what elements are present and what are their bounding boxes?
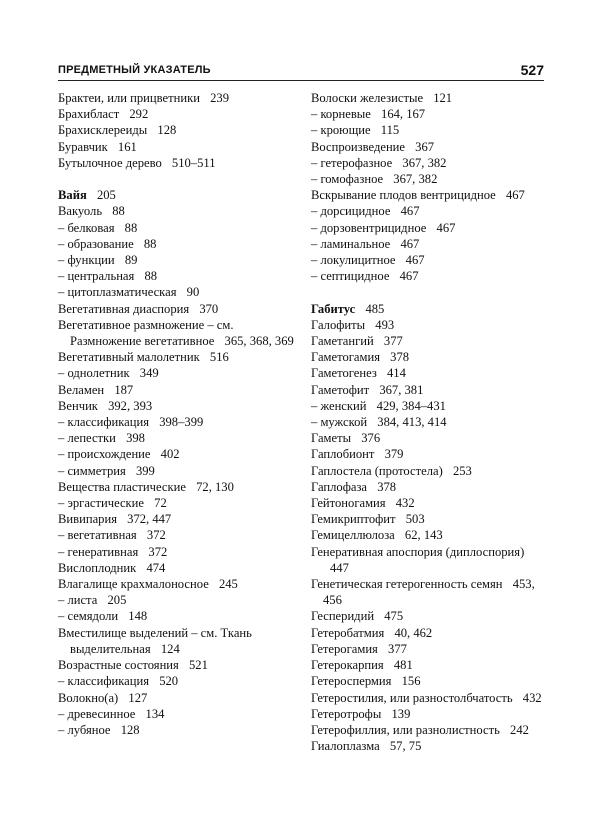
index-entry xyxy=(58,706,296,722)
index-entry xyxy=(58,495,296,511)
index-entry xyxy=(311,106,551,122)
index-page-refs: 89 xyxy=(124,253,138,268)
index-term: – ламинальное xyxy=(311,236,391,251)
index-page-refs: 384, 413, 414 xyxy=(377,415,447,430)
index-term: Гетеростилия, или разностолбчатость xyxy=(311,690,513,705)
index-entry xyxy=(311,317,551,333)
index-page-refs: 467 xyxy=(505,188,525,203)
index-entry xyxy=(58,430,296,446)
index-term: – классификация xyxy=(58,674,150,689)
index-page-refs: 372, 447 xyxy=(127,512,172,527)
index-term: – мужской xyxy=(311,415,368,430)
index-page-refs: 475 xyxy=(384,609,404,624)
index-term: – лепестки xyxy=(58,431,116,446)
index-entry xyxy=(311,706,551,722)
index-term: – однолетник xyxy=(58,366,130,381)
index-term: Галофиты xyxy=(311,317,366,332)
index-page-refs: 367 xyxy=(415,139,435,154)
index-entry xyxy=(311,171,551,187)
index-page-refs: 164, 167 xyxy=(381,107,426,122)
index-term: Вакуоль xyxy=(58,204,103,219)
index-entry xyxy=(58,511,296,527)
index-entry xyxy=(58,203,296,219)
index-page-refs: 88 xyxy=(112,204,125,219)
page-number: 527 xyxy=(520,62,544,78)
index-page-refs: 467 xyxy=(405,253,425,268)
index-term: Гетерокарпия xyxy=(311,658,384,673)
index-entry xyxy=(311,155,551,171)
index-term: – гетерофазное xyxy=(311,155,393,170)
index-page-refs: 349 xyxy=(139,366,159,381)
index-term: Бутылочное дерево xyxy=(58,155,162,170)
index-entry xyxy=(58,608,296,624)
index-page-refs: 148 xyxy=(128,609,148,624)
index-page-refs: 367, 382 xyxy=(402,155,447,170)
index-term: Брахисклереиды xyxy=(58,123,148,138)
index-page-refs: 72, 130 xyxy=(196,479,234,494)
index-entry xyxy=(58,187,296,203)
index-term: Вайя xyxy=(58,188,87,203)
page-header xyxy=(58,60,544,81)
index-page-refs: 205 xyxy=(107,593,127,608)
index-term: Гаплобионт xyxy=(311,447,375,462)
index-entry xyxy=(311,268,551,284)
index-page-refs: 485 xyxy=(365,301,385,316)
index-term: – функции xyxy=(58,253,115,268)
index-term: Генеративная апоспория (диплоспория) xyxy=(311,544,525,559)
index-page-refs: 447 xyxy=(330,560,349,575)
index-entry xyxy=(58,544,296,560)
index-entry xyxy=(58,576,296,592)
index-entry xyxy=(311,576,551,608)
index-entry xyxy=(311,641,551,657)
index-page-refs: 414 xyxy=(386,366,406,381)
index-term: Гаметогамия xyxy=(311,350,381,365)
index-entry xyxy=(58,317,296,349)
index-page-refs: 239 xyxy=(210,91,229,105)
index-entry xyxy=(311,722,551,738)
index-page-refs: 493 xyxy=(375,317,395,332)
index-entry xyxy=(58,560,296,576)
index-entry xyxy=(58,625,296,657)
index-entry xyxy=(311,463,551,479)
index-page-refs: 127 xyxy=(128,690,148,705)
index-term: Воспроизведение xyxy=(311,139,406,154)
index-entry xyxy=(58,365,296,381)
index-term: Гетеротрофы xyxy=(311,706,382,721)
index-page-refs: 379 xyxy=(384,447,404,462)
index-entry xyxy=(58,446,296,462)
index-term: Влагалище крахмалоносное xyxy=(58,577,209,592)
index-page-refs: 503 xyxy=(405,512,425,527)
index-entry xyxy=(58,414,296,430)
index-page-refs: 88 xyxy=(124,220,138,235)
index-term: Генетическая гетерогенность семян xyxy=(311,577,503,592)
index-page-refs: 187 xyxy=(114,382,134,397)
index-entry xyxy=(311,690,551,706)
index-term: – кроющие xyxy=(311,123,371,138)
index-entry xyxy=(311,544,551,576)
index-page-refs: 128 xyxy=(157,123,177,138)
index-page-refs: 372 xyxy=(146,528,166,543)
index-term: Вегетативная диаспория xyxy=(58,301,190,316)
index-term: Вислоплодник xyxy=(58,560,137,575)
index-entry xyxy=(311,203,551,219)
index-term: Гемикриптофит xyxy=(311,512,396,527)
index-term: – дорсицидное xyxy=(311,204,391,219)
index-entry xyxy=(58,106,296,122)
index-term: Буравчик xyxy=(58,139,108,154)
index-page-refs: 88 xyxy=(144,269,158,284)
index-term: – женский xyxy=(311,398,367,413)
index-page-refs: 474 xyxy=(146,560,166,575)
index-term: Венчик xyxy=(58,398,98,413)
index-entry xyxy=(311,414,551,430)
index-page-refs: 134 xyxy=(145,706,165,721)
index-term: Вегетативный малолетник xyxy=(58,350,200,365)
index-term: Гаметангий xyxy=(311,334,374,349)
index-entry xyxy=(58,349,296,365)
index-term: Веламен xyxy=(58,382,105,397)
index-page-refs: 367, 381 xyxy=(379,382,424,397)
index-page-refs: 510–511 xyxy=(171,155,216,170)
index-term: Гаметофит xyxy=(311,382,370,397)
index-term: Вещества пластические xyxy=(58,479,186,494)
index-entry xyxy=(58,463,296,479)
index-entry xyxy=(311,139,551,155)
index-page-refs: 481 xyxy=(393,658,413,673)
index-column-left xyxy=(58,90,296,738)
index-entry xyxy=(311,446,551,462)
index-term: – семядоли xyxy=(58,609,119,624)
index-entry xyxy=(311,673,551,689)
index-page-refs: 121 xyxy=(433,91,453,105)
index-term: – древесинное xyxy=(58,706,136,721)
index-term: Вскрывание плодов вентрицидное xyxy=(311,188,496,203)
index-term: Брактеи, или прицветники xyxy=(58,91,200,105)
index-term: – лубяное xyxy=(58,722,111,737)
index-page-refs: 521 xyxy=(189,658,208,673)
index-entry xyxy=(311,657,551,673)
index-entry xyxy=(311,220,551,236)
index-term: – классификация xyxy=(58,415,150,430)
index-term: Вегетативное размножение – см. Размножение вегетативное xyxy=(58,317,234,349)
index-page-refs: 253 xyxy=(452,463,472,478)
index-page-refs: 372 xyxy=(148,544,168,559)
index-entry xyxy=(311,738,551,754)
index-entry xyxy=(58,90,296,106)
index-entry xyxy=(58,139,296,155)
index-term: Гетероспермия xyxy=(311,674,392,689)
index-page-refs: 402 xyxy=(160,447,180,462)
index-entry xyxy=(311,511,551,527)
index-entry xyxy=(311,430,551,446)
index-page-refs: 139 xyxy=(391,706,411,721)
index-page-refs: 520 xyxy=(159,674,179,689)
index-term: – эргастические xyxy=(58,496,145,511)
index-term: Гаметы xyxy=(311,431,352,446)
index-term: Гейтоногамия xyxy=(311,496,386,511)
index-entry xyxy=(311,236,551,252)
index-page-refs: 467 xyxy=(400,236,420,251)
index-entry xyxy=(58,657,296,673)
index-entry xyxy=(311,90,551,106)
index-term: Волокно(а) xyxy=(58,690,119,705)
index-page-refs: 376 xyxy=(361,431,381,446)
index-entry xyxy=(58,122,296,138)
index-entry xyxy=(311,301,551,317)
index-page-refs: 370 xyxy=(199,301,219,316)
index-page-refs: 161 xyxy=(117,139,137,154)
index-page-refs: 72 xyxy=(154,496,167,511)
index-term: Гетеробатмия xyxy=(311,625,385,640)
index-page-refs: 88 xyxy=(143,236,157,251)
index-term: – генеративная xyxy=(58,544,139,559)
index-entry xyxy=(58,220,296,236)
index-entry xyxy=(311,608,551,624)
index-page-refs: 516 xyxy=(209,350,229,365)
index-page-refs: 378 xyxy=(390,350,410,365)
index-term: Волоски железистые xyxy=(311,91,424,105)
index-term: – локулицитное xyxy=(311,253,396,268)
index-page-refs: 398–399 xyxy=(159,415,204,430)
index-page-refs: 467 xyxy=(399,269,419,284)
index-term: – происхождение xyxy=(58,447,151,462)
index-page-refs: 432 xyxy=(395,496,415,511)
index-page-refs: 432 xyxy=(522,690,542,705)
index-page-refs: 392, 393 xyxy=(108,398,153,413)
index-entry xyxy=(311,187,551,203)
index-term: Брахибласт xyxy=(58,107,120,122)
index-term: – вегетативная xyxy=(58,528,137,543)
index-entry xyxy=(58,236,296,252)
index-term: – образование xyxy=(58,236,134,251)
index-term: Гетерогамия xyxy=(311,641,378,656)
index-entry xyxy=(311,252,551,268)
index-term: Возрастные состояния xyxy=(58,658,179,673)
index-term: Габитус xyxy=(311,301,356,316)
index-page-refs: 156 xyxy=(401,674,421,689)
index-column-right xyxy=(311,90,551,754)
index-entry xyxy=(58,592,296,608)
index-page-refs: 62, 143 xyxy=(404,528,443,543)
index-entry xyxy=(58,252,296,268)
index-page-refs: 40, 462 xyxy=(394,625,433,640)
index-term: Вивипария xyxy=(58,512,117,527)
index-page-refs: 429, 384–431 xyxy=(376,398,446,413)
index-page-refs: 245 xyxy=(218,577,238,592)
index-page-refs: 399 xyxy=(135,463,155,478)
index-page-refs: 128 xyxy=(120,722,140,737)
index-term: Гаплостела (протостела) xyxy=(311,463,443,478)
index-page-refs: 377 xyxy=(383,334,403,349)
index-entry xyxy=(311,625,551,641)
index-term: – корневые xyxy=(311,107,371,122)
index-page-refs: 205 xyxy=(96,188,116,203)
index-entry xyxy=(58,398,296,414)
running-head-title: ПРЕДМЕТНЫЙ УКАЗАТЕЛЬ xyxy=(58,64,211,76)
index-page-refs: 292 xyxy=(129,107,149,122)
index-entry xyxy=(58,479,296,495)
index-term: Вместилище выделений – см. Ткань выделительная xyxy=(58,625,252,656)
index-page-refs: 453, 456 xyxy=(323,577,535,608)
index-entry xyxy=(58,382,296,398)
index-entry xyxy=(58,722,296,738)
index-page-refs: 377 xyxy=(388,641,407,656)
index-entry xyxy=(311,527,551,543)
index-entry xyxy=(311,398,551,414)
index-term: Гесперидий xyxy=(311,609,375,624)
index-term: Гиалоплазма xyxy=(311,739,380,754)
index-term: – симметрия xyxy=(58,463,126,478)
index-term: – цитоплазматическая xyxy=(58,285,177,300)
index-entry xyxy=(58,155,296,171)
index-term: – гомофазное xyxy=(311,172,384,187)
index-entry xyxy=(58,284,296,300)
index-entry xyxy=(311,382,551,398)
index-entry xyxy=(58,268,296,284)
index-page-refs: 365, 368, 369 xyxy=(224,334,294,349)
index-entry xyxy=(311,349,551,365)
index-entry xyxy=(58,527,296,543)
index-page-refs: 124 xyxy=(160,641,180,656)
index-term: Гемицеллюлоза xyxy=(311,528,395,543)
index-page-refs: 90 xyxy=(186,285,200,300)
index-page-refs: 398 xyxy=(126,431,145,446)
index-term: Гаплофаза xyxy=(311,479,368,494)
index-entry xyxy=(311,122,551,138)
index-term: – септицидное xyxy=(311,269,390,284)
index-entry xyxy=(58,301,296,317)
index-entry xyxy=(58,673,296,689)
index-page-refs: 367, 382 xyxy=(393,172,438,187)
index-term: – дорзовентрицидное xyxy=(311,220,427,235)
index-page-refs: 467 xyxy=(400,204,420,219)
index-term: – листа xyxy=(58,593,98,608)
index-entry xyxy=(311,495,551,511)
index-term: Гаметогенез xyxy=(311,366,377,381)
index-page-refs: 57, 75 xyxy=(389,739,422,754)
index-entry xyxy=(311,365,551,381)
index-term: – белковая xyxy=(58,220,115,235)
index-page-refs: 378 xyxy=(377,479,397,494)
index-entry xyxy=(311,479,551,495)
index-term: – центральная xyxy=(58,269,135,284)
index-entry xyxy=(58,690,296,706)
index-term: Гетерофиллия, или разнолистность xyxy=(311,722,500,737)
index-entry xyxy=(311,333,551,349)
index-page-refs: 242 xyxy=(510,722,529,737)
index-page-refs: 115 xyxy=(380,123,400,138)
index-page-refs: 467 xyxy=(436,220,456,235)
